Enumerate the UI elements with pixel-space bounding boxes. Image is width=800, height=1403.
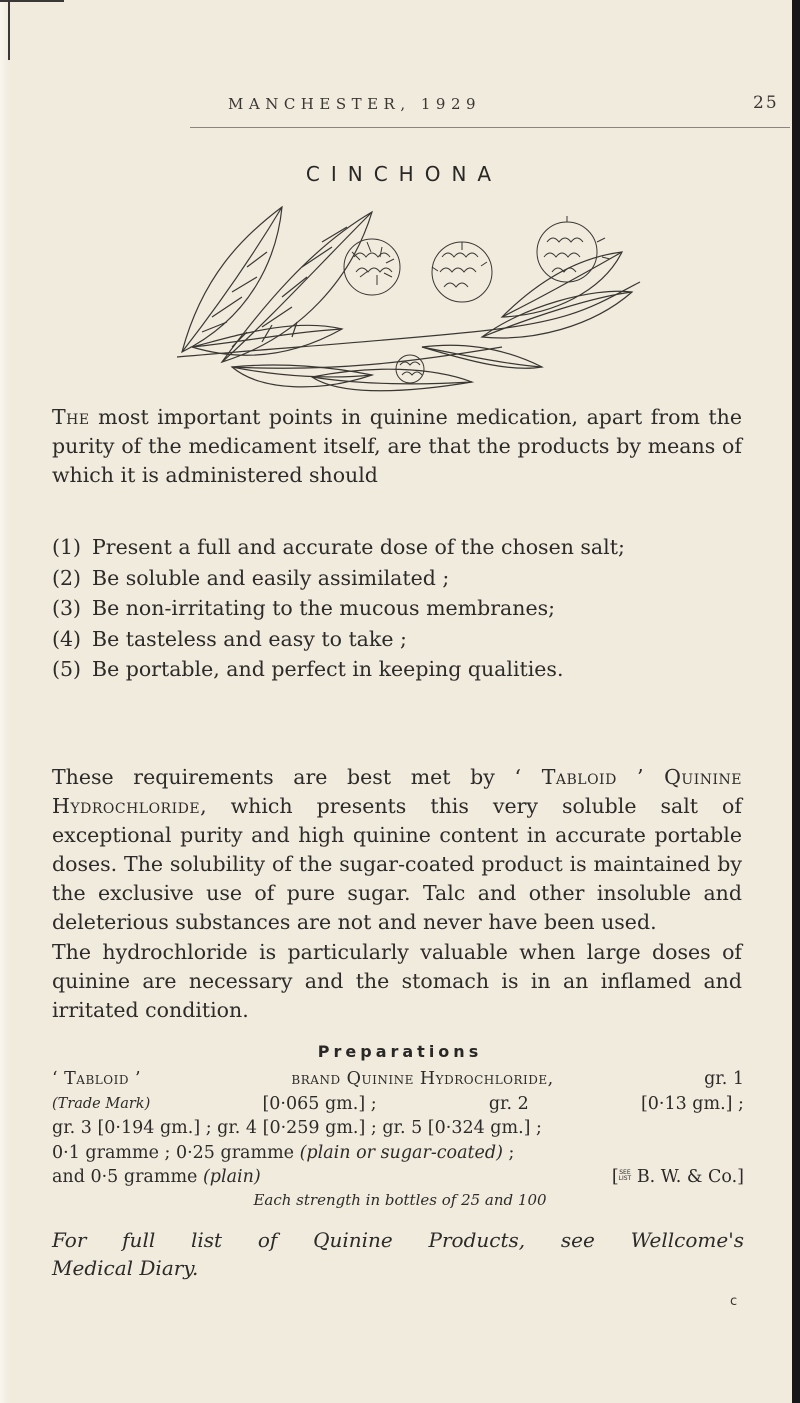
leaf-left-3 bbox=[192, 325, 342, 355]
list-item bbox=[52, 654, 742, 685]
dose: gr. 2 bbox=[488, 1093, 529, 1114]
dose: [0·065 gm.] ; bbox=[262, 1093, 377, 1114]
flower-cluster-left bbox=[344, 239, 400, 295]
cinchona-branch-illustration bbox=[172, 197, 642, 392]
bracket: [ bbox=[611, 1167, 619, 1187]
item-number: (2) bbox=[52, 565, 82, 590]
paragraph-lead: These requirements are best met by bbox=[52, 765, 515, 789]
company-reference: B. W. & Co.] bbox=[636, 1167, 744, 1187]
footer-word: Products, bbox=[428, 1228, 526, 1252]
item-number: (3) bbox=[52, 596, 82, 621]
paragraph-rest: , which presents this very soluble salt of exceptional purity and high quinine content in accurate portable doses. The solubility of the sugar-coated product is maintained by the exclusive use of pure sugar. Talc and other insoluble and deleterious substances are not and never have been used. bbox=[52, 794, 742, 934]
branch-stem bbox=[177, 282, 640, 357]
running-head bbox=[0, 95, 800, 119]
dose: gr. 1 bbox=[704, 1069, 744, 1089]
item-text: Present a full and accurate dose of the chosen salt; bbox=[92, 535, 625, 559]
intro-first-word: The bbox=[52, 405, 90, 429]
flower-cluster-center bbox=[432, 242, 492, 302]
item-text: Be portable, and perfect in keeping qualities. bbox=[92, 657, 564, 682]
dose-note: (plain) bbox=[202, 1167, 261, 1187]
punctuation: ; bbox=[502, 1142, 515, 1163]
preparations-block bbox=[52, 1067, 744, 1190]
list-item bbox=[52, 593, 742, 624]
list-item bbox=[52, 532, 742, 563]
see-list-bottom: LIST bbox=[618, 1175, 632, 1182]
item-text: Be soluble and easily assimilated ; bbox=[92, 565, 450, 590]
dose: [0·13 gm.] ; bbox=[640, 1093, 744, 1114]
prep-line-5 bbox=[52, 1165, 744, 1190]
item-text: Be tasteless and easy to take ; bbox=[92, 626, 407, 651]
prep-line-1 bbox=[52, 1067, 744, 1092]
hydrochloride-paragraph: The hydrochloride is particularly valuable when large doses of quinine are necessary and the stomach is in an inflamed and irritated condition. bbox=[52, 940, 742, 1022]
footer-word: Quinine bbox=[313, 1228, 393, 1252]
header-rule bbox=[190, 127, 790, 128]
prep-line-4 bbox=[52, 1141, 744, 1166]
footer-note bbox=[52, 1226, 744, 1282]
crop-mark-vertical bbox=[8, 0, 10, 60]
bottles-note: Each strength in bottles of 25 and 100 bbox=[253, 1191, 547, 1209]
footer-word: For bbox=[52, 1228, 87, 1252]
requirements-list bbox=[52, 532, 742, 685]
dose-note: (plain or sugar-coated) bbox=[299, 1142, 503, 1163]
footer-word: of bbox=[257, 1228, 278, 1252]
list-item bbox=[52, 563, 742, 594]
item-number: (5) bbox=[52, 657, 82, 682]
item-text: Be non-irritating to the mucous membranes; bbox=[92, 596, 556, 621]
footer-line-2: Medical Diary. bbox=[52, 1256, 199, 1280]
dose-text: and 0·5 gramme bbox=[52, 1167, 203, 1187]
see-list-mark bbox=[619, 1170, 632, 1182]
footer-word: full bbox=[122, 1228, 156, 1252]
section-title: CINCHONA bbox=[305, 162, 503, 186]
prep-line-3 bbox=[52, 1116, 744, 1141]
running-title: MANCHESTER, 1929 bbox=[228, 95, 482, 113]
footer-word: Wellcome's bbox=[630, 1228, 744, 1252]
flower-cluster-right bbox=[537, 216, 610, 282]
requirements-paragraph bbox=[52, 763, 742, 937]
doses bbox=[52, 1165, 261, 1190]
footer-word: see bbox=[560, 1228, 595, 1252]
intro-text: most important points in quinine medication, apart from the purity of the medicament itself, are that the products by means of which it is administered should bbox=[52, 405, 742, 487]
see-list-top: SEE bbox=[619, 1169, 631, 1176]
footer-line-1 bbox=[52, 1226, 744, 1254]
product-line: brand Quinine Hydrochloride, bbox=[291, 1069, 554, 1089]
doses: gr. 3 [0·194 gm.] ; gr. 4 [0·259 gm.] ; gr. 5 [0·324 gm.] ; bbox=[52, 1118, 542, 1138]
page-number: 25 bbox=[753, 93, 779, 113]
item-number: (1) bbox=[52, 535, 82, 559]
doses bbox=[52, 1141, 514, 1166]
see-list-reference bbox=[612, 1165, 744, 1190]
prep-line-2 bbox=[52, 1092, 744, 1117]
preparations-heading: Preparations bbox=[317, 1042, 483, 1061]
trade-mark: (Trade Mark) bbox=[52, 1095, 151, 1112]
intro-paragraph bbox=[52, 403, 742, 490]
brand-name: ‘ Tabloid ’ bbox=[52, 1069, 142, 1089]
item-number: (4) bbox=[52, 626, 82, 651]
signature-mark: c bbox=[730, 1294, 738, 1309]
list-item bbox=[52, 624, 742, 655]
footer-word: list bbox=[191, 1228, 223, 1252]
leaf-left-1 bbox=[182, 207, 282, 352]
product-name: ‘ Tabloid ’ Quinine Hydrochloride bbox=[52, 765, 743, 818]
dose-text: 0·1 gramme ; 0·25 gramme bbox=[52, 1142, 300, 1163]
